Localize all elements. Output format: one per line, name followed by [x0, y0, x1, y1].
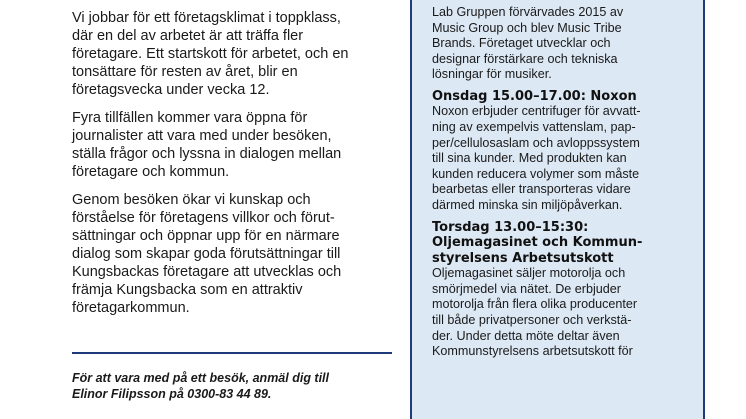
schedule-sidebar [410, 0, 705, 419]
noxon-text: Noxon erbjuder centrifuger för avvatt- ning av exempelvis vattenslam, pap- per/cellulosaslam och avloppssystem till sina kunder. Med produkten kan kunden reducera volymer som måste bearbetas eller transporteras vidare därmed minska sin miljöpåverkan. [432, 104, 641, 213]
paragraph-purpose: Genom besöken ökar vi kunskap och förståelse för företagens villkor och förut- sättningar och öppnar upp för en närmare dialog som skapar goda förutsättningar till Kungsbackas företagare att utvecklas och främja Kungsbacka som en attraktiv företagarkommun. [72, 192, 342, 316]
oljemagasinet-heading: Torsdag 13.00–15:30: Oljemagasinet och Kommun- styrelsens Arbetsutskott [432, 219, 643, 266]
noxon-heading: Onsdag 15.00–17.00: Noxon [432, 88, 637, 104]
paragraph-journalists: Fyra tillfällen kommer vara öppna för journalister att vara med under besöken, ställa frågor och lyssna in dialogen mellan företagare och kommun. [72, 110, 342, 180]
paragraph-intro: Vi jobbar för ett företagsklimat i toppklass, där en del av arbetet är att träffa fler företagare. Ett startskott för arbetet, och en tonsättare för resten av året, blir en företagsvecka under vecka 12. [72, 10, 349, 98]
oljemagasinet-text: Oljemagasinet säljer motorolja och smörjmedel via nätet. De erbjuder motorolja från flera olika producenter till både privatpersoner och verkstä- der. Under detta möte deltar även Kommunstyrelsens arbetsutskott för [432, 266, 638, 359]
lab-gruppen-text: Lab Gruppen förvärvades 2015 av Music Group och blev Music Tribe Brands. Företaget utvecklar och designar förstärkare och tekniska lösningar för musiker. [432, 5, 624, 82]
divider [72, 352, 392, 354]
article-body [72, 9, 390, 327]
signup-note: För att vara med på ett besök, anmäl dig till Elinor Filipsson på 0300-83 44 89. [72, 371, 330, 401]
